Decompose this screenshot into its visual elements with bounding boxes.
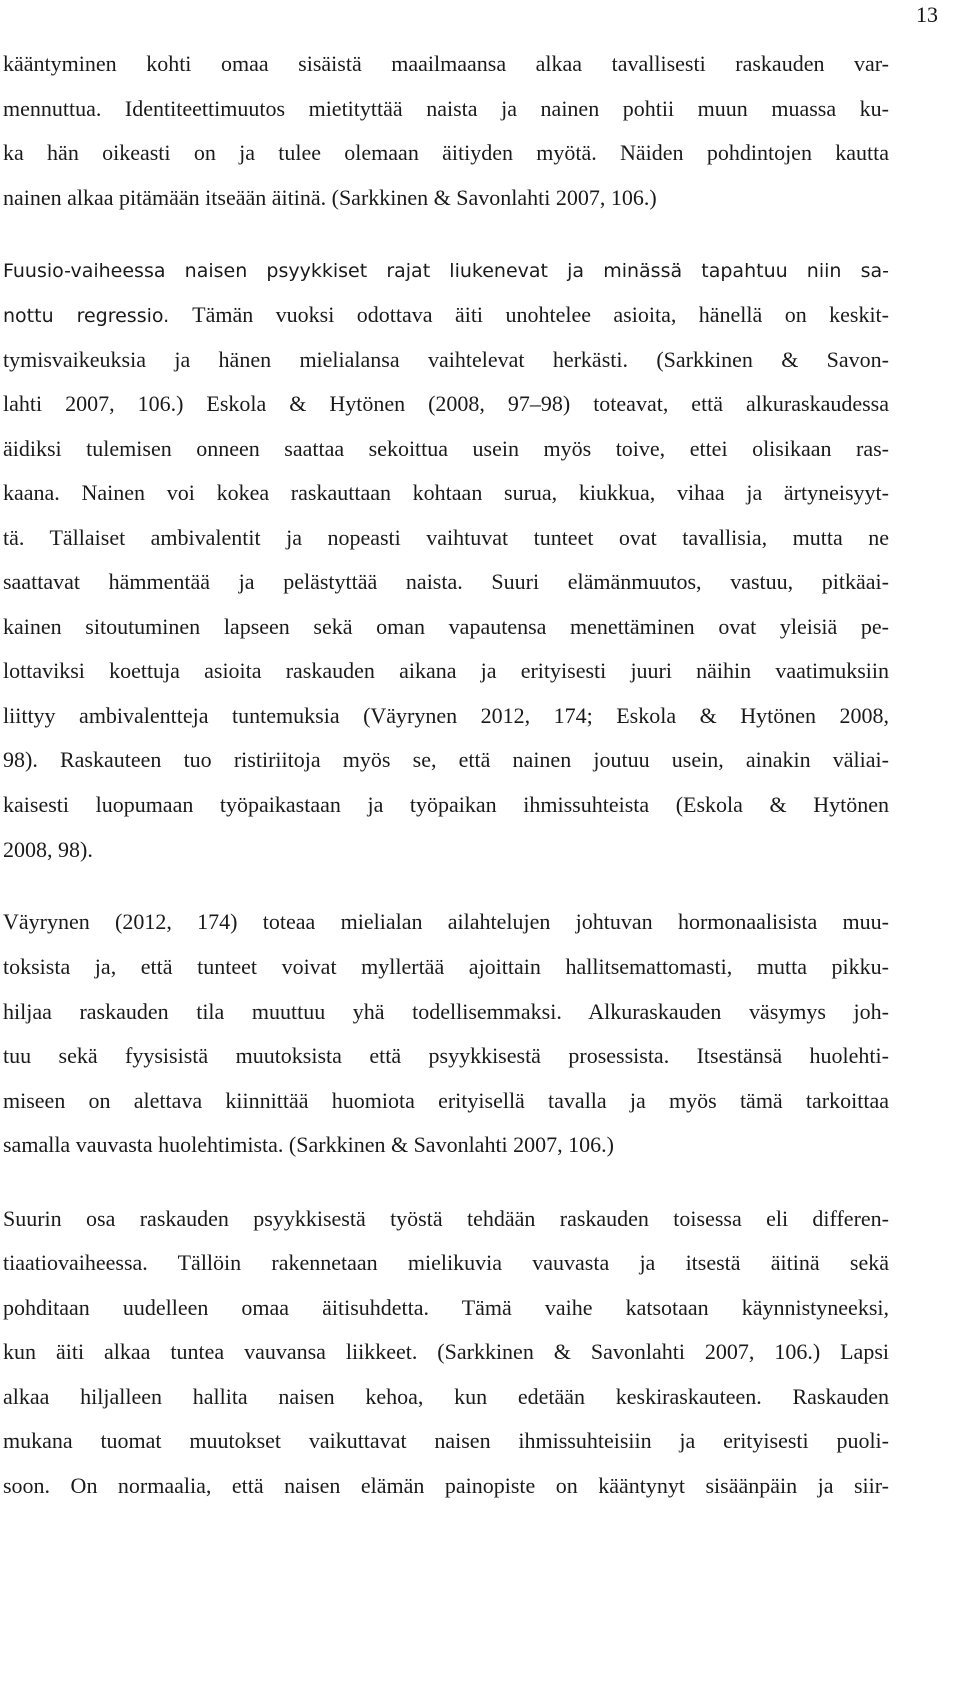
text-line <box>3 1249 889 1277</box>
text-segment: Fuusio-vaiheessa naisen psyykkiset rajat liukenevat ja minässä tapahtuu niin sa- <box>3 260 889 282</box>
text-segment: tymisvaikeuksia ja hänen mielialansa vaihtelevat herkästi. (Sarkkinen & Savon- <box>3 347 889 372</box>
text-segment: kainen sitoutuminen lapseen sekä oman vapautensa menettäminen ovat yleisiä pe- <box>3 614 889 639</box>
text-line <box>3 1472 889 1500</box>
text-segment: soon. On normaalia, että naisen elämän painopiste on kääntynyt sisäänpäin ja siir- <box>3 1473 889 1498</box>
text-line <box>3 953 889 981</box>
text-line <box>3 95 889 123</box>
text-segment: toksista ja, että tunteet voivat myllertää ajoittain hallitsemattomasti, mutta pikku- <box>3 954 889 979</box>
text-line <box>3 301 889 330</box>
text-line <box>3 836 889 864</box>
text-line <box>3 257 889 285</box>
text-segment: tuu sekä fyysisistä muutoksista että psyykkisestä prosessista. Itsestänsä huolehti- <box>3 1043 889 1068</box>
text-line <box>3 1131 889 1159</box>
text-segment: tiaatiovaiheessa. Tällöin rakennetaan mielikuvia vauvasta ja itsestä äitinä sekä <box>3 1250 889 1275</box>
text-line <box>3 479 889 507</box>
text-segment: kaisesti luopumaan työpaikastaan ja työpaikan ihmissuhteista (Eskola & Hytönen <box>3 792 889 817</box>
text-segment: lahti 2007, 106.) Eskola & Hytönen (2008, 97–98) toteavat, että alkuraskaudessa <box>3 391 889 416</box>
text-line <box>3 1338 889 1366</box>
text-segment: kääntyminen kohti omaa sisäistä maailmaansa alkaa tavallisesti raskauden var- <box>3 51 889 76</box>
text-line <box>3 1087 889 1115</box>
text-segment: äidiksi tulemisen onneen saattaa sekoittua usein myös toive, ettei olisikaan ras- <box>3 436 889 461</box>
text-line <box>3 1427 889 1455</box>
text-line <box>3 1042 889 1070</box>
text-line <box>3 435 889 463</box>
text-segment: Suurin osa raskauden psyykkisestä työstä tehdään raskauden toisessa eli differen- <box>3 1206 889 1231</box>
text-line <box>3 791 889 819</box>
text-segment: mukana tuomat muutokset vaikuttavat naisen ihmissuhteisiin ja erityisesti puoli- <box>3 1428 889 1453</box>
text-line <box>3 346 889 374</box>
text-segment: ka hän oikeasti on ja tulee olemaan äitiyden myötä. Näiden pohdintojen kautta <box>3 140 889 165</box>
text-segment: nottu regressio. <box>3 305 193 327</box>
text-segment: pohditaan uudelleen omaa äitisuhdetta. Tämä vaihe katsotaan käynnistyneeksi, <box>3 1295 889 1320</box>
text-line <box>3 568 889 596</box>
text-segment: samalla vauvasta huolehtimista. (Sarkkinen & Savonlahti 2007, 106.) <box>3 1132 614 1157</box>
text-line <box>3 908 889 936</box>
text-segment: 98). Raskauteen tuo ristiriitoja myös se, että nainen joutuu usein, ainakin väliai- <box>3 747 889 772</box>
text-line <box>3 746 889 774</box>
text-segment: Tämän vuoksi odottava äiti unohtelee asioita, hänellä on keskit- <box>192 302 889 327</box>
page-number: 13 <box>916 2 938 27</box>
text-line <box>3 998 889 1026</box>
text-segment: liittyy ambivalentteja tuntemuksia (Väyrynen 2012, 174; Eskola & Hytönen 2008, <box>3 703 889 728</box>
text-segment: kun äiti alkaa tuntea vauvansa liikkeet. (Sarkkinen & Savonlahti 2007, 106.) Lapsi <box>3 1339 889 1364</box>
text-line <box>3 524 889 552</box>
text-segment: saattavat hämmentää ja pelästyttää naista. Suuri elämänmuutos, vastuu, pitkäai- <box>3 569 889 594</box>
text-segment: tä. Tällaiset ambivalentit ja nopeasti vaihtuvat tunteet ovat tavallisia, mutta ne <box>3 525 889 550</box>
text-line <box>3 613 889 641</box>
text-segment: kaana. Nainen voi kokea raskauttaan kohtaan surua, kiukkua, vihaa ja ärtyneisyyt- <box>3 480 889 505</box>
text-line <box>3 50 889 78</box>
text-line <box>3 184 889 212</box>
text-line <box>3 139 889 167</box>
text-segment: mennuttua. Identiteettimuutos mietityttää naista ja nainen pohtii muun muassa ku- <box>3 96 889 121</box>
text-segment: Väyrynen (2012, 174) toteaa mielialan ailahtelujen johtuvan hormonaalisista muu- <box>3 909 889 934</box>
text-line <box>3 702 889 730</box>
text-line <box>3 657 889 685</box>
text-segment: alkaa hiljalleen hallita naisen kehoa, kun edetään keskiraskauteen. Raskauden <box>3 1384 889 1409</box>
text-line <box>3 390 889 418</box>
text-segment: hiljaa raskauden tila muuttuu yhä todellisemmaksi. Alkuraskauden väsymys joh- <box>3 999 889 1024</box>
text-segment: miseen on alettava kiinnittää huomiota erityisellä tavalla ja myös tämä tarkoittaa <box>3 1088 889 1113</box>
text-line <box>3 1383 889 1411</box>
text-line <box>3 1205 889 1233</box>
text-segment: nainen alkaa pitämään itseään äitinä. (Sarkkinen & Savonlahti 2007, 106.) <box>3 185 657 210</box>
text-line <box>3 1294 889 1322</box>
text-segment: 2008, 98). <box>3 837 93 862</box>
text-segment: lottaviksi koettuja asioita raskauden aikana ja erityisesti juuri näihin vaatimuksiin <box>3 658 889 683</box>
